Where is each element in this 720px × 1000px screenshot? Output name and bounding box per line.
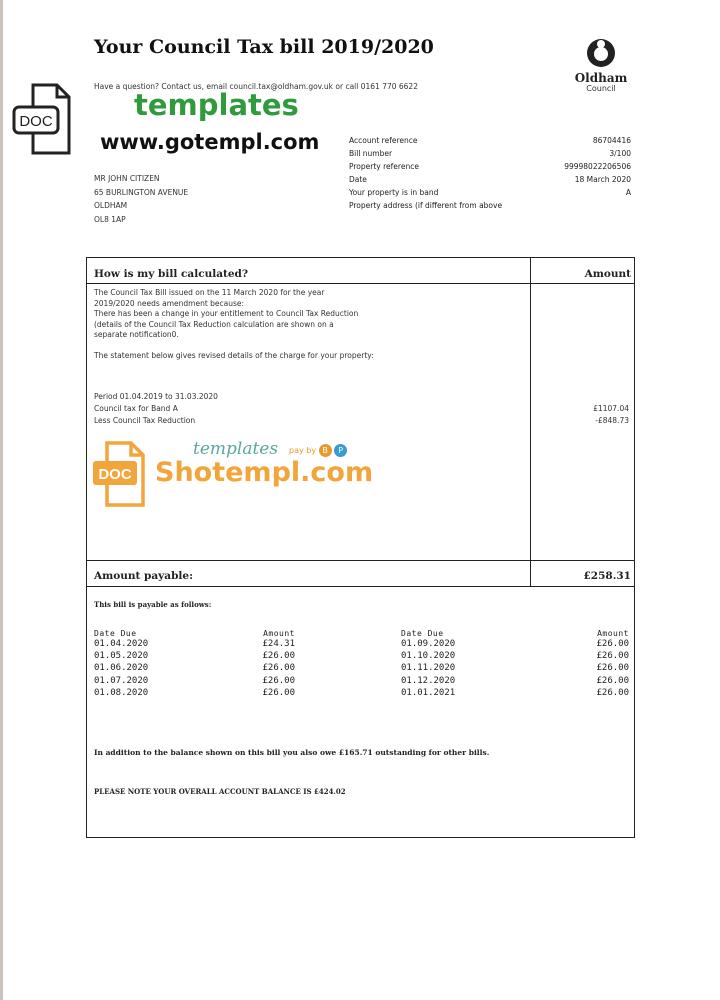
due-date: 01.04.2020 [94,639,149,649]
calc-value: -£848.73 [595,416,629,425]
pay-by-text: pay by [289,446,317,455]
amount-heading: Amount [584,268,631,280]
watermark-shotempl[interactable] [93,439,393,509]
detail-value: 3/100 [609,149,631,158]
detail-row [349,147,631,160]
watermark-templates: templates [134,88,299,122]
due-amount: £26.00 [262,651,295,662]
explain-line: (details of the Council Tax Reduction calculation are shown on a [94,319,334,329]
outstanding-balance-note: In addition to the balance shown on this bill you also owe £165.71 outstanding for other bills. [94,748,490,757]
address-line: OL8 1AP [94,214,126,224]
payable-note: This bill is payable as follows: [94,600,212,609]
detail-row [349,134,631,147]
due-amount: £26.00 [596,663,629,674]
due-amount: £24.31 [262,639,295,649]
divider [87,560,634,561]
calc-values [535,403,629,427]
account-details [349,134,631,212]
due-amount: £26.00 [596,639,629,649]
overall-balance-note: PLEASE NOTE YOUR OVERALL ACCOUNT BALANCE IS £424.02 [94,787,346,796]
due-date: 01.12.2020 [401,675,456,686]
due-amount: £26.00 [596,651,629,662]
explain-line: 2019/2020 needs amendment because: [94,298,245,308]
explain-line: The statement below gives revised details of the charge for your property: [94,350,374,360]
due-date: 01.08.2020 [94,687,149,698]
address-line: MR JOHN CITIZEN [94,174,160,183]
bitcoin-icon: B [319,444,332,457]
amount-header: Amount [263,629,295,638]
doc-file-icon [93,439,149,513]
detail-value: 86704416 [592,136,631,145]
amount-payable-label: Amount payable: [94,570,193,582]
detail-row [349,199,631,212]
due-date: 01.07.2020 [94,675,149,686]
address-line: 65 BURLINGTON AVENUE [94,187,189,197]
detail-row [349,173,631,186]
explain-line: There has been a change in your entitlement to Council Tax Reduction [94,309,359,319]
watermark-pay-by [289,444,347,457]
divider [87,586,634,587]
due-amount: £26.00 [596,687,629,698]
calc-line: Less Council Tax Reduction [94,416,196,425]
detail-value: 18 March 2020 [574,175,631,184]
calc-lines [94,391,218,427]
amount-header: Amount [597,629,629,638]
detail-value: 99998022206506 [564,162,631,171]
detail-label: Property address (if different from above [349,201,503,210]
divider [530,258,531,586]
schedule-dates-left [94,630,148,699]
detail-label: Account reference [349,136,418,145]
due-amount: £26.00 [262,687,295,698]
calc-line: Period 01.04.2019 to 31.03.2020 [94,392,218,401]
due-date: 01.06.2020 [94,663,149,674]
doc-label: DOC [98,466,132,483]
amount-payable-value: £258.31 [583,570,631,582]
date-header: Date Due [401,629,444,638]
calc-heading: How is my bill calculated? [94,268,249,280]
detail-value: A [625,188,631,197]
due-date: 01.01.2021 [401,687,456,698]
bill-calculation-box [86,257,635,838]
recipient-address [94,172,188,226]
schedule-dates-right [401,630,455,699]
schedule-amounts-left [227,630,295,699]
due-amount: £26.00 [262,675,295,686]
calc-line: Council tax for Band A [94,404,178,413]
oldham-emblem-icon [586,36,616,70]
watermark-url[interactable]: www.gotempl.com [100,130,320,154]
address-line: OLDHAM [94,201,128,210]
explain-line: The Council Tax Bill issued on the 11 March 2020 for the year [94,288,325,297]
logo-sub: Council [586,84,616,93]
calc-value: £1107.04 [593,404,629,413]
due-amount: £26.00 [596,675,629,686]
due-date: 01.05.2020 [94,651,149,662]
due-amount: £26.00 [262,663,295,674]
calc-explanation [94,288,524,362]
paypal-icon: P [334,444,347,457]
doc-file-icon [11,81,73,161]
detail-row [349,186,631,199]
council-logo [566,36,636,93]
due-date: 01.09.2020 [401,639,456,649]
logo-name: Oldham [574,71,628,85]
divider [87,283,634,284]
watermark-templates-small: templates [193,439,279,459]
watermark-shotempl-text: Shotempl.com [155,457,374,488]
detail-label: Bill number [349,149,393,158]
detail-label: Date [349,175,367,184]
detail-label: Property reference [349,162,419,171]
detail-row [349,160,631,173]
due-date: 01.10.2020 [401,651,456,662]
explain-line: separate notification0. [94,330,179,340]
due-date: 01.11.2020 [401,663,456,674]
detail-label: Your property is in band [349,188,439,197]
schedule-amounts-right [547,630,629,699]
doc-label: DOC [19,113,53,130]
page-edge [0,0,3,1000]
contact-line: Have a question? Contact us, email council.tax@oldham.gov.uk or call 0161 770 6622 [94,82,418,91]
bill-title: Your Council Tax bill 2019/2020 [94,36,434,58]
date-header: Date Due [94,629,137,638]
